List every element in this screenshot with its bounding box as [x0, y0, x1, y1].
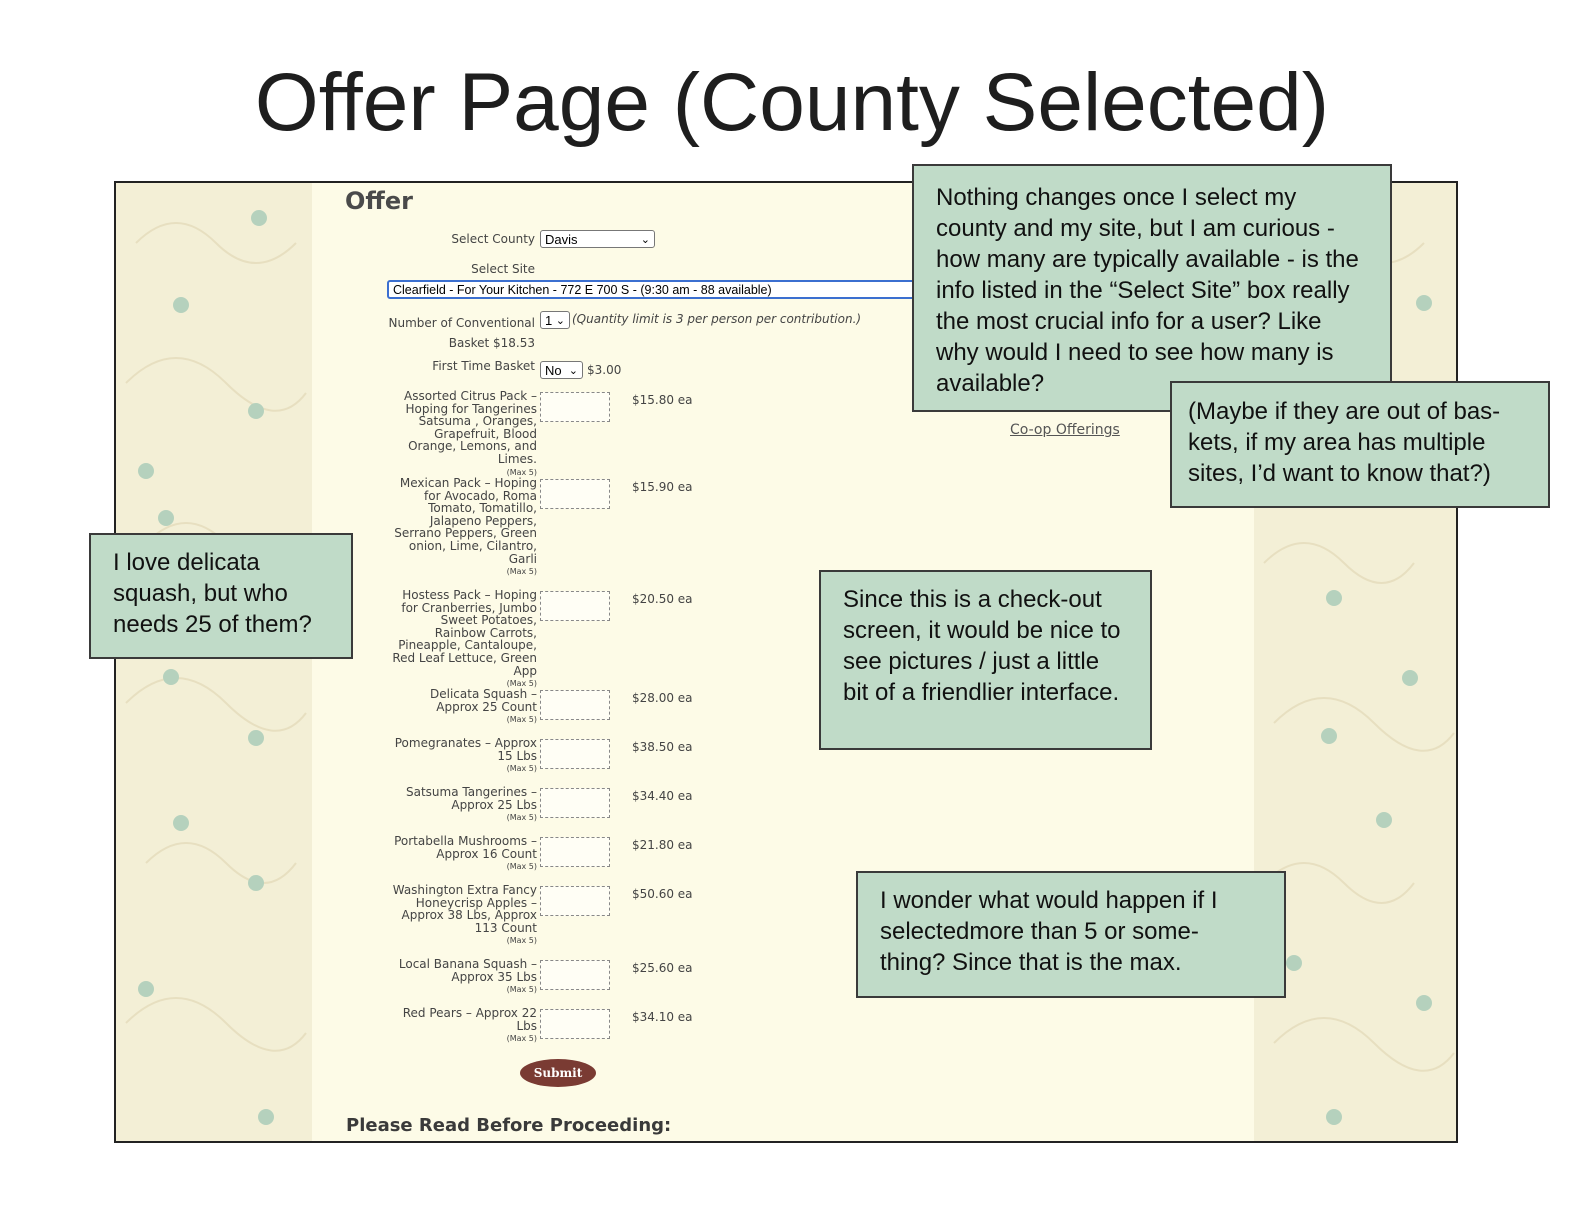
product-price-mexican: $15.90 ea: [632, 480, 693, 494]
slide-title: Offer Page (County Selected): [254, 57, 1330, 148]
first-time-value: No: [545, 363, 562, 378]
first-time-label: First Time Basket: [432, 359, 535, 373]
product-price-banana-squash: $25.60 ea: [632, 961, 693, 975]
product-name-portabella: Portabella Mushrooms – Approx 16 Count (Max 5): [394, 834, 537, 872]
county-select[interactable]: [540, 230, 655, 248]
conventional-label-line2: Basket $18.53: [448, 336, 535, 350]
submit-button[interactable]: Submit: [520, 1059, 596, 1087]
note-delicata: I love delicata squash, but who needs 25 of them?: [89, 533, 353, 659]
conventional-label: [389, 313, 536, 353]
product-name-mexican: Mexican Pack – Hoping for Avocado, Roma Tomato, Tomatillo, Jalapeno Peppers, Serrano Peppers, Green onion, Lime, Cilantro, Garli (Max 5): [394, 476, 537, 577]
note-site-info: Nothing changes once I select my county and my site, but I am curious - how many are typically available - is the info listed in the “Select Site” box really the most crucial info for a user? Like why would I need to see how many is available?: [912, 164, 1392, 412]
quantity-input-citrus[interactable]: [540, 392, 610, 422]
first-time-price: $3.00: [587, 363, 622, 377]
offer-heading: Offer: [345, 187, 413, 215]
quantity-input-portabella[interactable]: [540, 837, 610, 867]
product-price-portabella: $21.80 ea: [632, 838, 693, 852]
product-name-delicata: Delicata Squash – Approx 25 Count (Max 5): [430, 687, 537, 725]
quantity-input-honeycrisp[interactable]: [540, 886, 610, 916]
quantity-input-red-pears[interactable]: [540, 1009, 610, 1039]
quantity-input-delicata[interactable]: [540, 690, 610, 720]
chevron-down-icon: ⌄: [640, 234, 650, 246]
product-price-satsuma: $34.40 ea: [632, 789, 693, 803]
quantity-input-hostess[interactable]: [540, 591, 610, 621]
site-label: Select Site: [471, 262, 535, 276]
chevron-down-icon: ⌄: [568, 365, 578, 377]
product-price-honeycrisp: $50.60 ea: [632, 887, 693, 901]
product-name-hostess: Hostess Pack – Hoping for Cranberries, Jumbo Sweet Potatoes, Rainbow Carrots, Pineapple, Cantaloupe, Red Leaf Lettuce, Green App (Max 5): [392, 588, 537, 689]
product-price-citrus: $15.80 ea: [632, 393, 693, 407]
product-name-banana-squash: Local Banana Squash – Approx 35 Lbs (Max 5): [398, 957, 537, 995]
quantity-input-satsuma[interactable]: [540, 788, 610, 818]
read-before-heading: Please Read Before Proceeding:: [346, 1115, 672, 1136]
note-max-five: I wonder what would happen if I selectedmore than 5 or some-thing? Since that is the max.: [856, 871, 1286, 998]
quantity-input-banana-squash[interactable]: [540, 960, 610, 990]
coop-offerings-link[interactable]: Co-op Offerings: [1010, 422, 1120, 438]
site-select[interactable]: Clearfield - For Your Kitchen - 772 E 700 S - (9:30 am - 88 available): [387, 280, 1007, 299]
county-label: Select County: [451, 232, 535, 246]
product-price-red-pears: $34.10 ea: [632, 1010, 693, 1024]
product-price-delicata: $28.00 ea: [632, 691, 693, 705]
conventional-select[interactable]: [540, 311, 570, 329]
note-checkout: Since this is a check-out screen, it would be nice to see pictures / just a little bit of a friendlier interface.: [819, 570, 1152, 750]
product-name-citrus: Assorted Citrus Pack – Hoping for Tangerines Satsuma , Oranges, Grapefruit, Blood Orange, Lemons, and Limes. (Max 5): [404, 389, 537, 477]
quantity-input-pomegranates[interactable]: [540, 739, 610, 769]
conventional-value: 1: [545, 313, 553, 328]
note-out-of-baskets: (Maybe if they are out of bas-kets, if my area has multiple sites, I’d want to know that?): [1170, 381, 1550, 508]
quantity-hint: (Quantity limit is 3 per person per contribution.): [572, 312, 862, 326]
product-name-red-pears: Red Pears – Approx 22 Lbs (Max 5): [402, 1006, 537, 1044]
quantity-input-mexican[interactable]: [540, 479, 610, 509]
product-name-honeycrisp: Washington Extra Fancy Honeycrisp Apples – Approx 38 Lbs, Approx 113 Count (Max 5): [392, 883, 537, 946]
product-name-satsuma: Satsuma Tangerines – Approx 25 Lbs (Max 5): [405, 785, 537, 823]
conventional-label-line1: Number of Conventional: [388, 316, 535, 330]
product-price-hostess: $20.50 ea: [632, 592, 693, 606]
chevron-down-icon: ⌄: [555, 315, 565, 327]
product-name-pomegranates: Pomegranates – Approx 15 Lbs (Max 5): [394, 736, 537, 774]
wallpaper-left: [116, 183, 312, 1141]
product-price-pomegranates: $38.50 ea: [632, 740, 693, 754]
county-value: Davis: [545, 232, 578, 247]
first-time-select[interactable]: [540, 361, 583, 379]
